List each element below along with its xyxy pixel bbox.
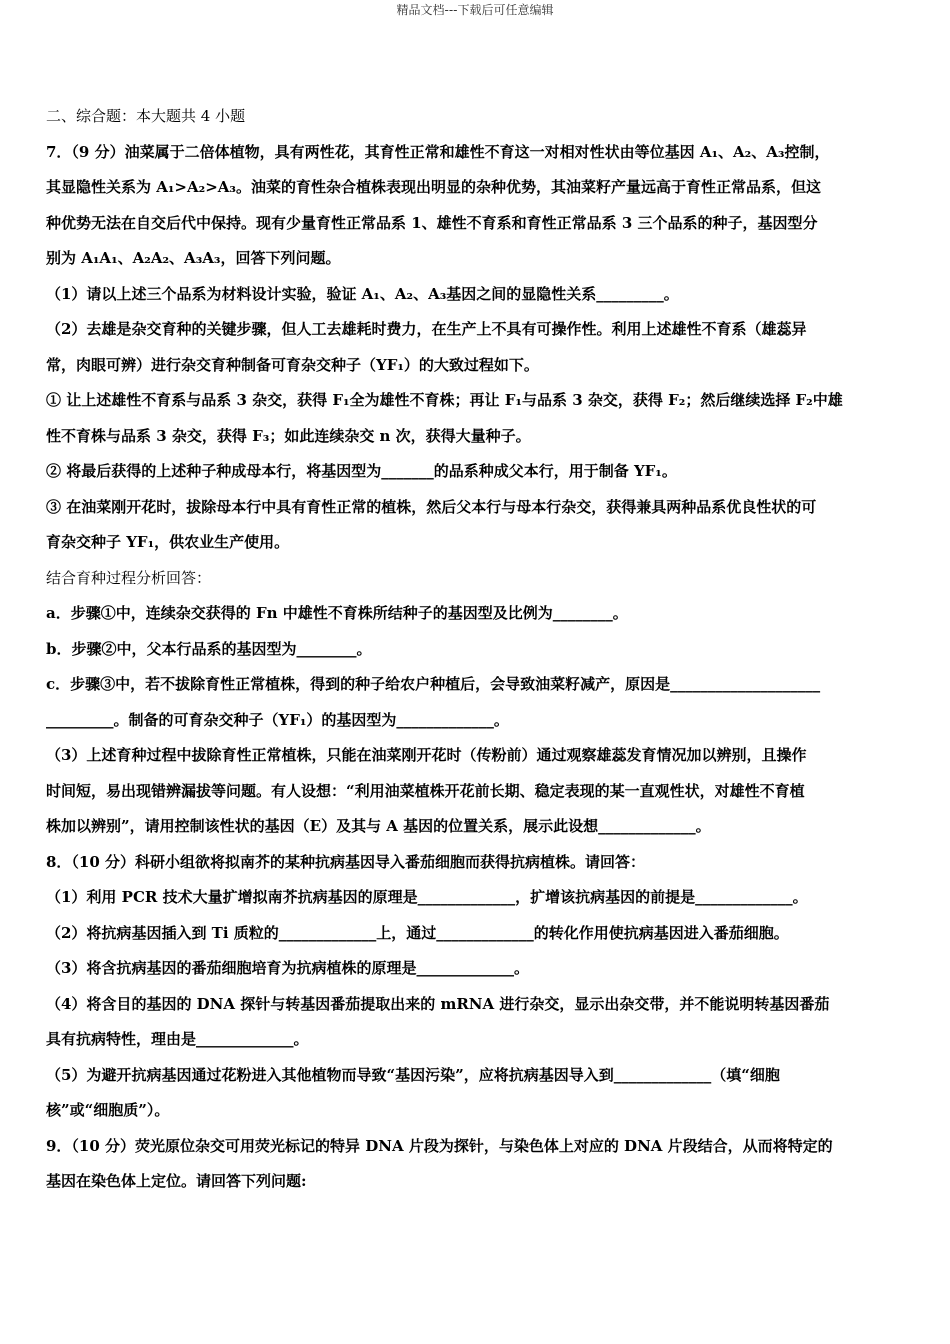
q7-line4: 别为 A₁A₁、A₂A₂、A₃A₃，回答下列问题。	[46, 249, 341, 267]
q8-intro: 8．（10 分）科研小组欲将拟南芥的某种抗病基因导入番茄细胞而获得抗病植株。请回答：	[46, 852, 646, 871]
q7-item-c-line2: _________。制备的可育杂交种子（YF₁）的基因型为_____________。	[46, 710, 509, 729]
q7-part3-line2: 时间短，易出现错辨漏拔等问题。有人设想：“利用油菜植株开花前长期、稳定表现的某一直观性状，对雄性不育植	[46, 781, 805, 800]
q7-part1: （1）请以上述三个品系为材料设计实验，验证 A₁、A₂、A₃基因之间的显隐性关系_________。	[46, 284, 679, 303]
q7-step3-line1: ③ 在油菜刚开花时，拔除母本行中具有育性正常的植株，然后父本行与母本行杂交，获得兼具两种品系优良性状的可	[46, 497, 817, 516]
q7-part3-line3: 株加以辨别”，请用控制该性状的基因（E）及其与 A 基因的位置关系，展示此设想_____________。	[46, 817, 711, 835]
q8-part4-line1: （4）将含目的基因的 DNA 探针与转基因番茄提取出来的 mRNA 进行杂交，显示出杂交带，并不能说明转基因番茄	[46, 994, 830, 1013]
q7-item-b: b．步骤②中，父本行品系的基因型为________。	[46, 639, 372, 658]
q9-line1: 9．（10 分）荧光原位杂交可用荧光标记的特异 DNA 片段为探针，与染色体上对应的 DNA 片段结合，从而将特定的	[46, 1136, 833, 1155]
page-header: 精品文档---下载后可任意编辑	[396, 3, 554, 17]
section-title: 二、综合题：本大题共 4 小题	[46, 107, 246, 125]
q8-part5-line2: 核”或“细胞质”）。	[46, 1101, 170, 1119]
q8-part4-line2: 具有抗病特性，理由是_____________。	[46, 1030, 309, 1048]
q7-part3-line1: （3）上述育种过程中拔除育性正常植株，只能在油菜刚开花时（传粉前）通过观察雄蕊发育情况加以辨别，且操作	[46, 746, 807, 764]
q7-item-c-line1: c．步骤③中，若不拔除育性正常植株，得到的种子给农户种植后，会导致油菜籽减产，原因是____________________	[46, 675, 821, 693]
q7-line2: 其显隐性关系为 A₁>A₂>A₃。油菜的育性杂合植株表现出明显的杂种优势，其油菜籽产量远高于育性正常品系，但这	[46, 178, 821, 196]
q9-line2: 基因在染色体上定位。请回答下列问题:	[46, 1172, 307, 1190]
q8-part3: （3）将含抗病基因的番茄细胞培育为抗病植株的原理是_____________。	[46, 959, 529, 977]
q8-part5-line1: （5）为避开抗病基因通过花粉进入其他植物而导致“基因污染”，应将抗病基因导入到_____________（填“细胞	[46, 1065, 780, 1084]
q8-part1: （1）利用 PCR 技术大量扩增拟南芥抗病基因的原理是_____________，扩增该抗病基因的前提是_____________。	[46, 888, 808, 906]
q7-step2: ② 将最后获得的上述种子种成母本行，将基因型为_______的品系种成父本行，用于制备 YF₁。	[46, 462, 677, 480]
q7-analysis-prompt: 结合育种过程分析回答：	[46, 568, 212, 587]
q7-item-a: a．步骤①中，连续杂交获得的 Fn 中雄性不育株所结种子的基因型及比例为________。	[46, 604, 628, 622]
q7-line3: 种优势无法在自交后代中保持。现有少量育性正常品系 1、雄性不育系和育性正常品系 3 三个品系的种子，基因型分	[46, 213, 818, 232]
q7-step1-line1: ① 让上述雄性不育系与品系 3 杂交，获得 F₁全为雄性不育株；再让 F₁与品系 3 杂交，获得 F₂；然后继续选择 F₂中雄	[46, 391, 843, 409]
q7-part2-line2: 常，肉眼可辨）进行杂交育种制备可育杂交种子（YF₁）的大致过程如下。	[46, 355, 539, 374]
document-body	[46, 99, 906, 1200]
q7-part2-line1: （2）去雄是杂交育种的关键步骤，但人工去雄耗时费力，在生产上不具有可操作性。利用上述雄性不育系（雄蕊异	[46, 320, 807, 338]
q7-line1: 7．（9 分）油菜属于二倍体植物，具有两性花，其育性正常和雄性不育这一对相对性状由等位基因 A₁、A₂、A₃控制，	[46, 142, 830, 161]
q7-step1-line2: 性不育株与品系 3 杂交，获得 F₃；如此连续杂交 n 次，获得大量种子。	[46, 426, 531, 445]
q8-part2: （2）将抗病基因插入到 Ti 质粒的_____________上，通过_____________的转化作用使抗病基因进入番茄细胞。	[46, 923, 789, 942]
q7-step3-line2: 育杂交种子 YF₁，供农业生产使用。	[46, 533, 290, 551]
